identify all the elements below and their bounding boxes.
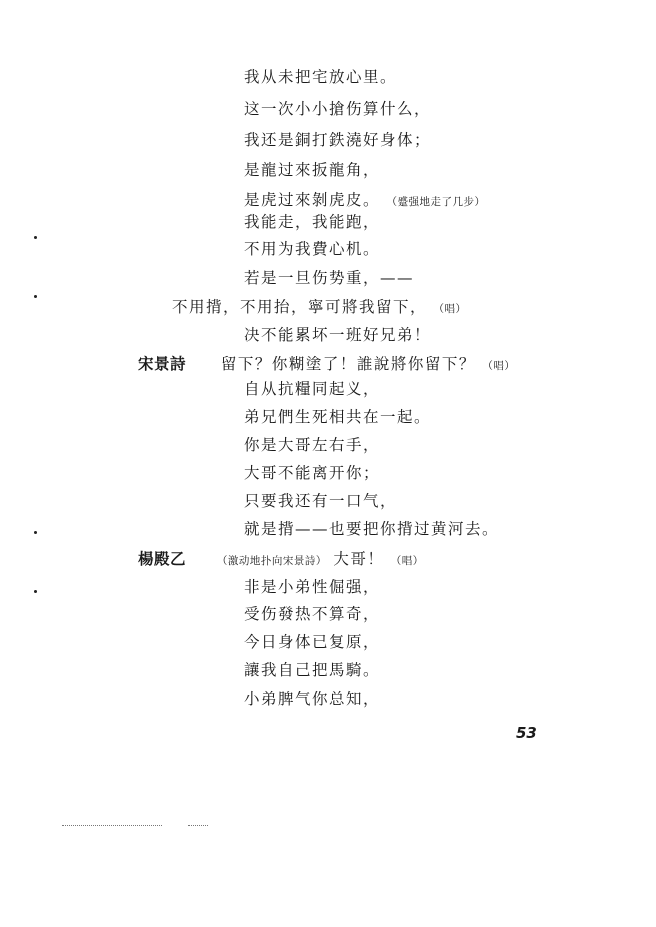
verse-text: 今日身体已复原， [244,633,381,651]
verse-text: 受伤發热不算奇， [244,605,381,623]
verse-text: 只要我还有一口气， [244,492,398,510]
verse-line-1 [244,68,397,86]
verse-text: 非是小弟性倔强， [244,578,381,596]
verse-text: 讓我自己把馬騎。 [244,661,381,679]
stage-direction: （激动地扑向宋景詩） [216,555,327,567]
verse-line-17 [244,520,499,538]
verse-line-4 [244,161,380,179]
verse-text: 留下？你糊塗了！誰說將你留下？ [220,355,476,373]
verse-text: 是虎过來剝虎皮。 [244,191,381,209]
verse-text: 大哥不能离开你； [244,464,381,482]
scan-dot [34,531,37,534]
verse-text: 就是揹——也要把你揹过黄河去。 [244,520,500,538]
verse-line-12 [244,380,380,398]
verse-text: 我还是銅打鉄澆好身体； [244,131,432,149]
dialogue-line-song-jingshi [138,355,515,375]
verse-text: 小弟脾气你总知， [244,690,381,708]
verse-line-9 [172,298,466,318]
verse-text: 这一次小小搶伤算什么， [244,100,432,118]
stage-direction: （唱） [482,360,516,372]
verse-text: 是龍过來扳龍角， [244,161,381,179]
verse-line-3 [244,131,431,149]
speaker-name: 宋景詩 [138,354,187,373]
verse-line-20 [244,605,380,623]
verse-text: 我从未把宅放心里。 [244,68,398,86]
verse-line-5 [244,191,485,211]
verse-line-22 [244,661,380,679]
scan-dot [34,236,37,239]
verse-text: 自从抗糧同起义， [244,380,381,398]
verse-text: 大哥！ [333,550,385,568]
verse-text: 你是大哥左右手， [244,436,381,454]
page-number: 53 [516,724,537,742]
verse-line-13 [244,408,431,426]
verse-line-10 [244,326,431,344]
stage-direction: （蹙强地走了几步） [386,196,486,208]
verse-line-19 [244,578,380,596]
scan-dot [34,295,37,298]
verse-line-2 [244,100,431,118]
verse-text: 不用揹，不用抬，寧可將我留下， [172,298,428,316]
verse-text: 弟兄們生死相共在一起。 [244,408,432,426]
scan-dot [34,590,37,593]
verse-line-8 [244,269,414,287]
scan-footer-mark [188,825,208,828]
verse-text: 若是一旦伤势重，—— [244,269,415,287]
verse-text: 我能走，我能跑， [244,213,381,231]
verse-text: 决不能累坏一班好兄弟！ [244,326,432,344]
stage-direction: （唱） [433,303,467,315]
speaker-name: 楊殿乙 [138,549,187,568]
verse-line-21 [244,633,380,651]
verse-line-7 [244,240,380,258]
verse-line-16 [244,492,397,510]
verse-text: 不用为我費心机。 [244,240,381,258]
scan-footer-mark [62,825,162,828]
stage-direction: （唱） [390,555,424,567]
dialogue-line-yang-dianyi [138,550,424,570]
verse-line-14 [244,436,380,454]
verse-line-15 [244,464,380,482]
verse-line-23 [244,690,380,708]
verse-line-6 [244,213,380,231]
